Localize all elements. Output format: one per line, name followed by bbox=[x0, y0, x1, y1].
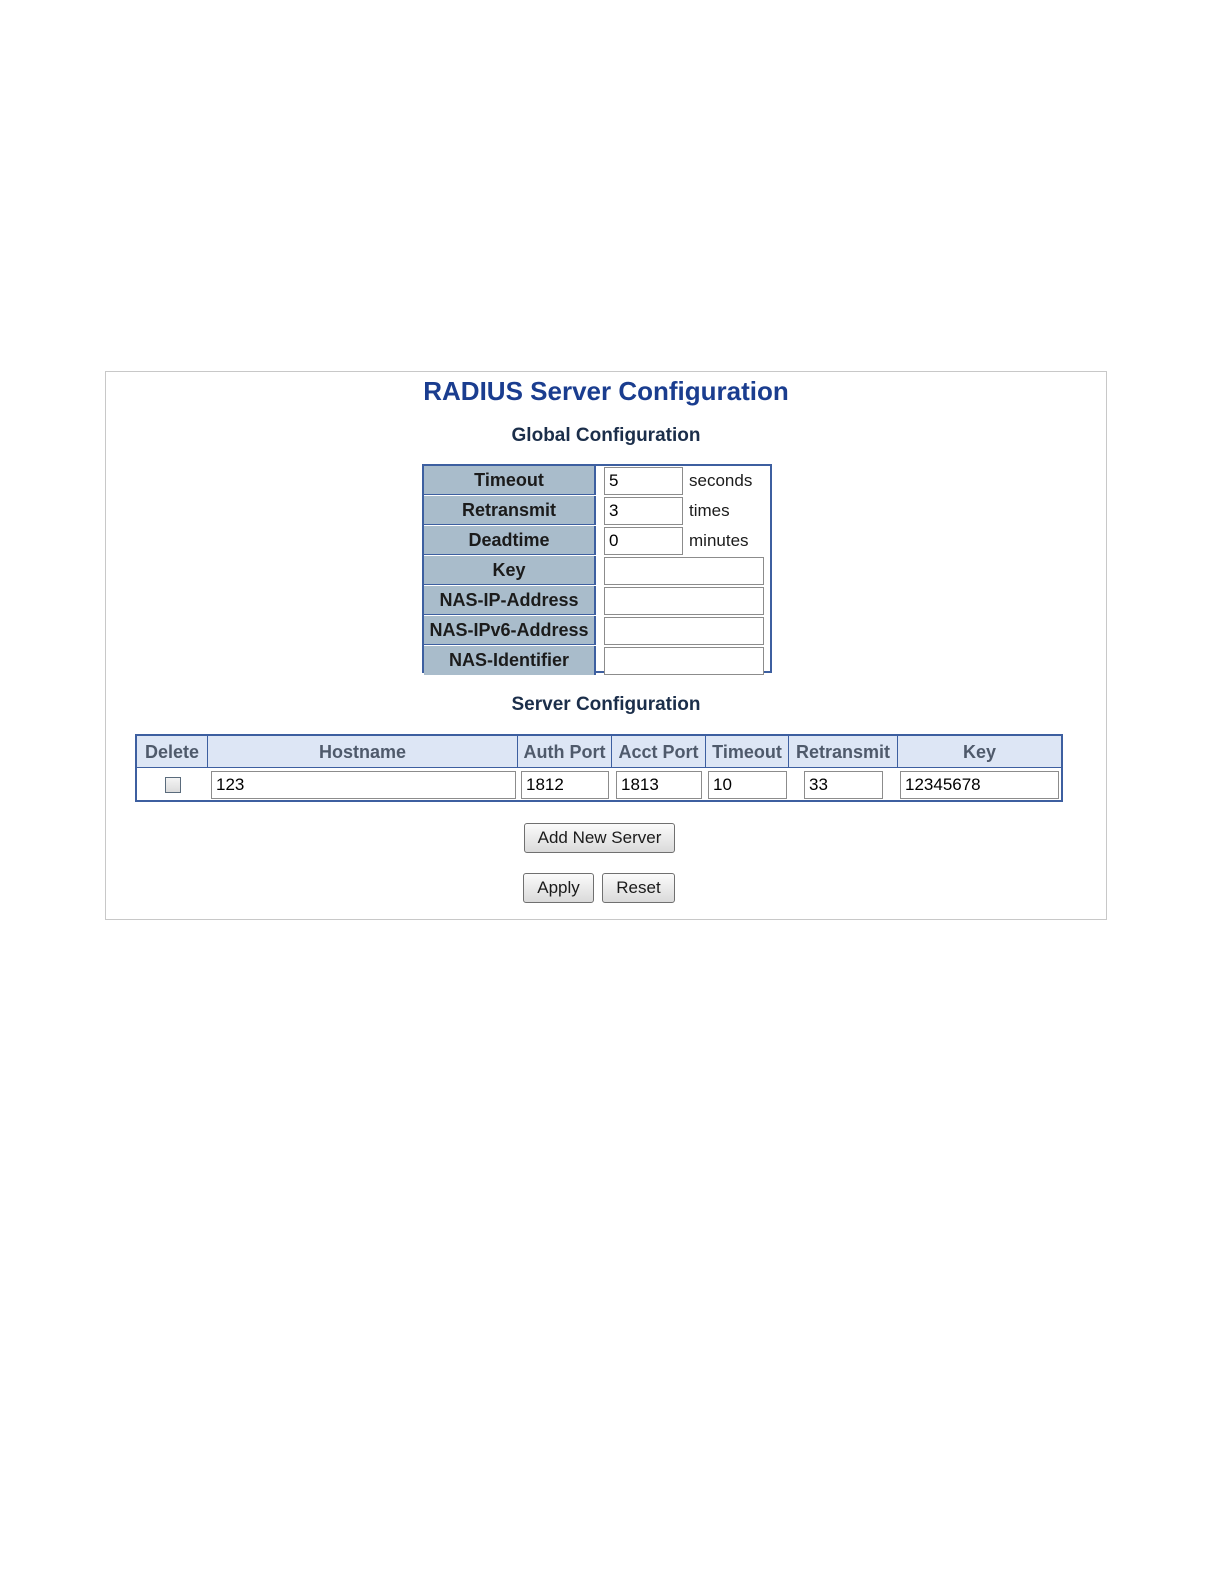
header-acct-port: Acct Port bbox=[612, 736, 706, 768]
deadtime-input[interactable] bbox=[604, 527, 683, 555]
retransmit-row bbox=[424, 496, 770, 526]
timeout-label: Timeout bbox=[424, 466, 596, 495]
nas-ip-label: NAS-IP-Address bbox=[424, 586, 596, 615]
nas-id-input[interactable] bbox=[604, 647, 764, 675]
global-config-title: Global Configuration bbox=[511, 425, 701, 446]
header-retransmit: Retransmit bbox=[789, 736, 898, 768]
timeout-unit: seconds bbox=[689, 471, 753, 490]
timeout-row bbox=[424, 466, 770, 496]
retransmit-unit: times bbox=[689, 501, 730, 520]
server-retransmit-input[interactable] bbox=[804, 771, 883, 799]
radius-config-panel bbox=[105, 371, 1107, 920]
reset-button[interactable]: Reset bbox=[602, 873, 675, 903]
retransmit-input[interactable] bbox=[604, 497, 683, 525]
nas-ipv6-label: NAS-IPv6-Address bbox=[424, 616, 596, 645]
deadtime-row bbox=[424, 526, 770, 556]
key-label: Key bbox=[424, 556, 596, 585]
key-row bbox=[424, 556, 770, 586]
nas-ip-input[interactable] bbox=[604, 587, 764, 615]
acct-port-input[interactable] bbox=[616, 771, 702, 799]
deadtime-label: Deadtime bbox=[424, 526, 596, 555]
nas-id-row bbox=[424, 646, 770, 676]
nas-ipv6-input[interactable] bbox=[604, 617, 764, 645]
global-config-table bbox=[422, 464, 772, 673]
nas-ipv6-row bbox=[424, 616, 770, 646]
deadtime-unit: minutes bbox=[689, 531, 749, 550]
server-timeout-input[interactable] bbox=[708, 771, 787, 799]
add-new-server-button[interactable]: Add New Server bbox=[524, 823, 675, 853]
auth-port-input[interactable] bbox=[521, 771, 609, 799]
header-key: Key bbox=[898, 736, 1061, 768]
header-auth-port: Auth Port bbox=[518, 736, 612, 768]
page-title: RADIUS Server Configuration bbox=[423, 376, 789, 406]
timeout-input[interactable] bbox=[604, 467, 683, 495]
nas-id-label: NAS-Identifier bbox=[424, 646, 596, 675]
retransmit-label: Retransmit bbox=[424, 496, 596, 525]
header-delete: Delete bbox=[137, 736, 208, 768]
key-input[interactable] bbox=[604, 557, 764, 585]
header-timeout: Timeout bbox=[706, 736, 789, 768]
header-hostname: Hostname bbox=[208, 736, 518, 768]
apply-button[interactable]: Apply bbox=[523, 873, 594, 903]
server-config-title: Server Configuration bbox=[511, 694, 701, 715]
hostname-input[interactable] bbox=[211, 771, 516, 799]
server-config-table bbox=[135, 734, 1063, 802]
delete-checkbox[interactable] bbox=[165, 777, 181, 793]
server-key-input[interactable] bbox=[900, 771, 1059, 799]
nas-ip-row bbox=[424, 586, 770, 616]
